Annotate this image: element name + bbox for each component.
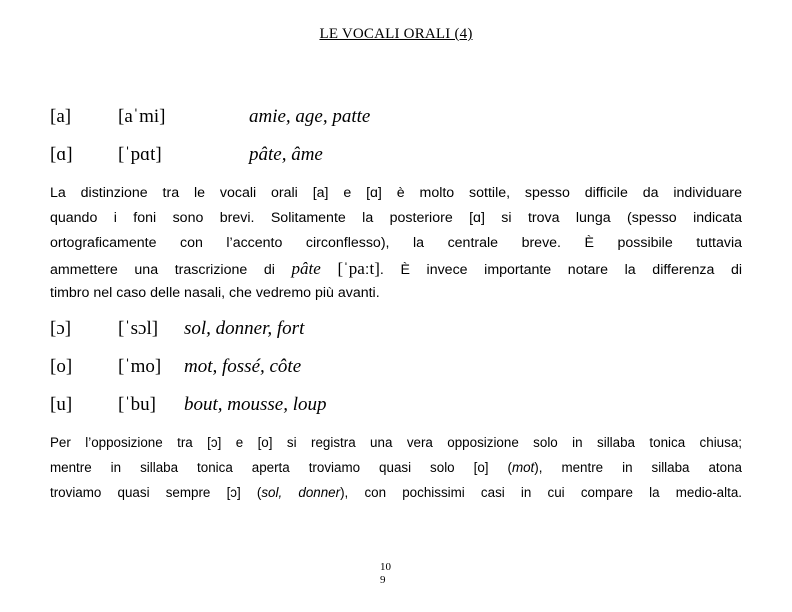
paragraph-line (50, 455, 742, 480)
paragraph-a-distinction (50, 181, 742, 306)
vowel-symbol: [a] (50, 106, 72, 127)
vowel-examples: bout, mousse, loup (184, 394, 327, 415)
paragraph-line: ortograficamente con l’accento circonflesso), la centrale breve. È possibile tuttavia (50, 235, 742, 251)
vowel-examples: mot, fossé, côte (184, 356, 302, 377)
page-title: LE VOCALI ORALI (4) (319, 26, 473, 42)
vowel-symbol: [o] (50, 356, 73, 377)
vowel-symbol: [ɑ] (50, 144, 73, 165)
ipa-transcription: [ˈpaːt] (337, 259, 380, 278)
vowel-transcription: [ˈpɑt] (118, 144, 162, 165)
paragraph-text: troviamo quasi sempre [ɔ] ( (50, 485, 262, 500)
vowel-transcription: [ˈsɔl] (118, 318, 159, 339)
paragraph-text: ammettere una trascrizione di (50, 262, 275, 278)
paragraph-text: mentre in sillaba tonica aperta troviamo quasi solo [o] ( (50, 460, 512, 475)
page-number-line: 10 (380, 561, 391, 573)
example-word: mot (511, 460, 535, 475)
paragraph-line: quando i foni sono brevi. Solitamente la posteriore [ɑ] si trova lunga (spesso indicata (50, 210, 742, 226)
vowel-symbol: [ɔ] (50, 318, 72, 339)
vowel-examples: amie, age, patte (249, 106, 371, 127)
page-number-line: 9 (380, 574, 386, 586)
page-number (380, 561, 410, 587)
paragraph-line (50, 256, 742, 281)
vowel-transcription: [ˈbu] (118, 394, 156, 415)
paragraph-line: timbro nel caso delle nasali, che vedremo più avanti. (50, 285, 380, 301)
example-word: sol, donner (261, 485, 341, 500)
paragraph-line: Per l’opposizione tra [ɔ] e [o] si registra una vera opposizione solo in sillaba tonica chiusa; (50, 435, 742, 450)
paragraph-text: . È invece importante notare la differenza di (379, 262, 743, 278)
paragraph-text: ), con pochissimi casi in cui compare la medio-alta. (340, 485, 742, 500)
vowel-examples: pâte, âme (249, 144, 323, 165)
example-word: pâte (291, 259, 321, 278)
paragraph-text: ), mentre in sillaba atona (534, 460, 742, 475)
vowel-symbol: [u] (50, 394, 73, 415)
vowel-transcription: [ˈmo] (118, 356, 162, 377)
paragraph-line: La distinzione tra le vocali orali [a] e [ɑ] è molto sottile, spesso difficile da individuare (50, 185, 742, 201)
paragraph-line (50, 480, 742, 505)
vowel-transcription: [aˈmi] (118, 106, 166, 127)
paragraph-o-opposition (50, 430, 742, 505)
vowel-examples: sol, donner, fort (184, 318, 305, 339)
